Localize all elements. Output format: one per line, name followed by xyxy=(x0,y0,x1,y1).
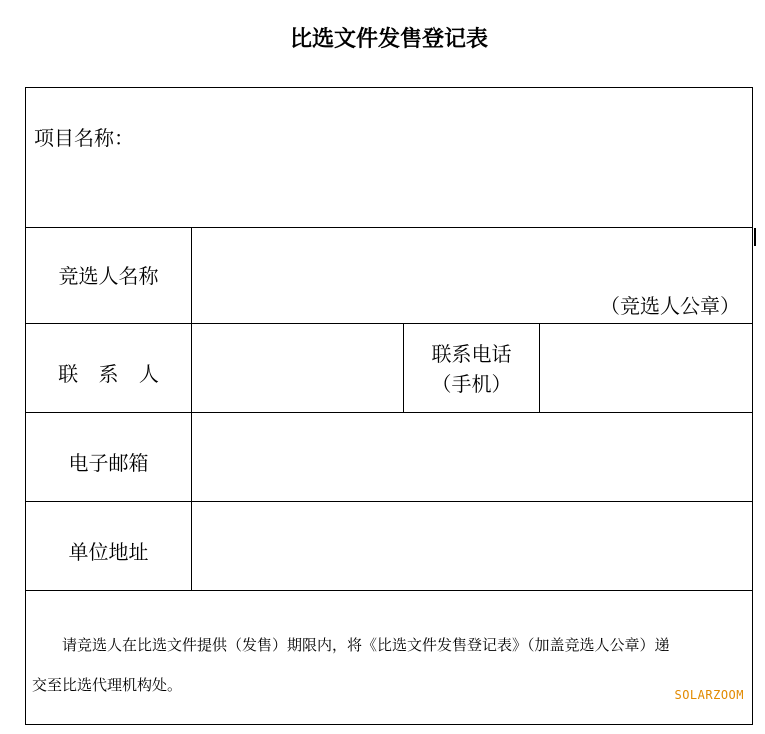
instruction-note-line1: 请竞选人在比选文件提供（发售）期限内，将《比选文件发售登记表》（加盖竞选人公章）递 xyxy=(62,636,670,654)
text-cursor xyxy=(754,228,756,246)
phone-label: 联系电话 xyxy=(431,342,512,366)
address-field[interactable] xyxy=(192,502,752,590)
phone-label-note: （手机） xyxy=(431,372,512,396)
address-label: 单位地址 xyxy=(68,540,149,564)
instruction-note-line2: 交至比选代理机构处。 xyxy=(32,676,183,694)
bidder-seal-note: （竞选人公章） xyxy=(600,294,740,318)
email-label: 电子邮箱 xyxy=(68,451,149,475)
page-title: 比选文件发售登记表 xyxy=(289,26,488,52)
contact-person-field[interactable] xyxy=(192,324,403,412)
watermark: SOLARZOOM xyxy=(674,688,744,702)
contact-column-divider xyxy=(403,323,404,412)
row-divider xyxy=(26,590,752,591)
bidder-name-field[interactable] xyxy=(192,228,752,323)
project-name-label: 项目名称： xyxy=(34,126,134,150)
phone-field[interactable] xyxy=(540,324,752,412)
bidder-name-label: 竞选人名称 xyxy=(58,264,159,288)
contact-person-label: 联 系 人 xyxy=(58,362,159,386)
registration-form xyxy=(25,87,753,725)
email-field[interactable] xyxy=(192,413,752,501)
